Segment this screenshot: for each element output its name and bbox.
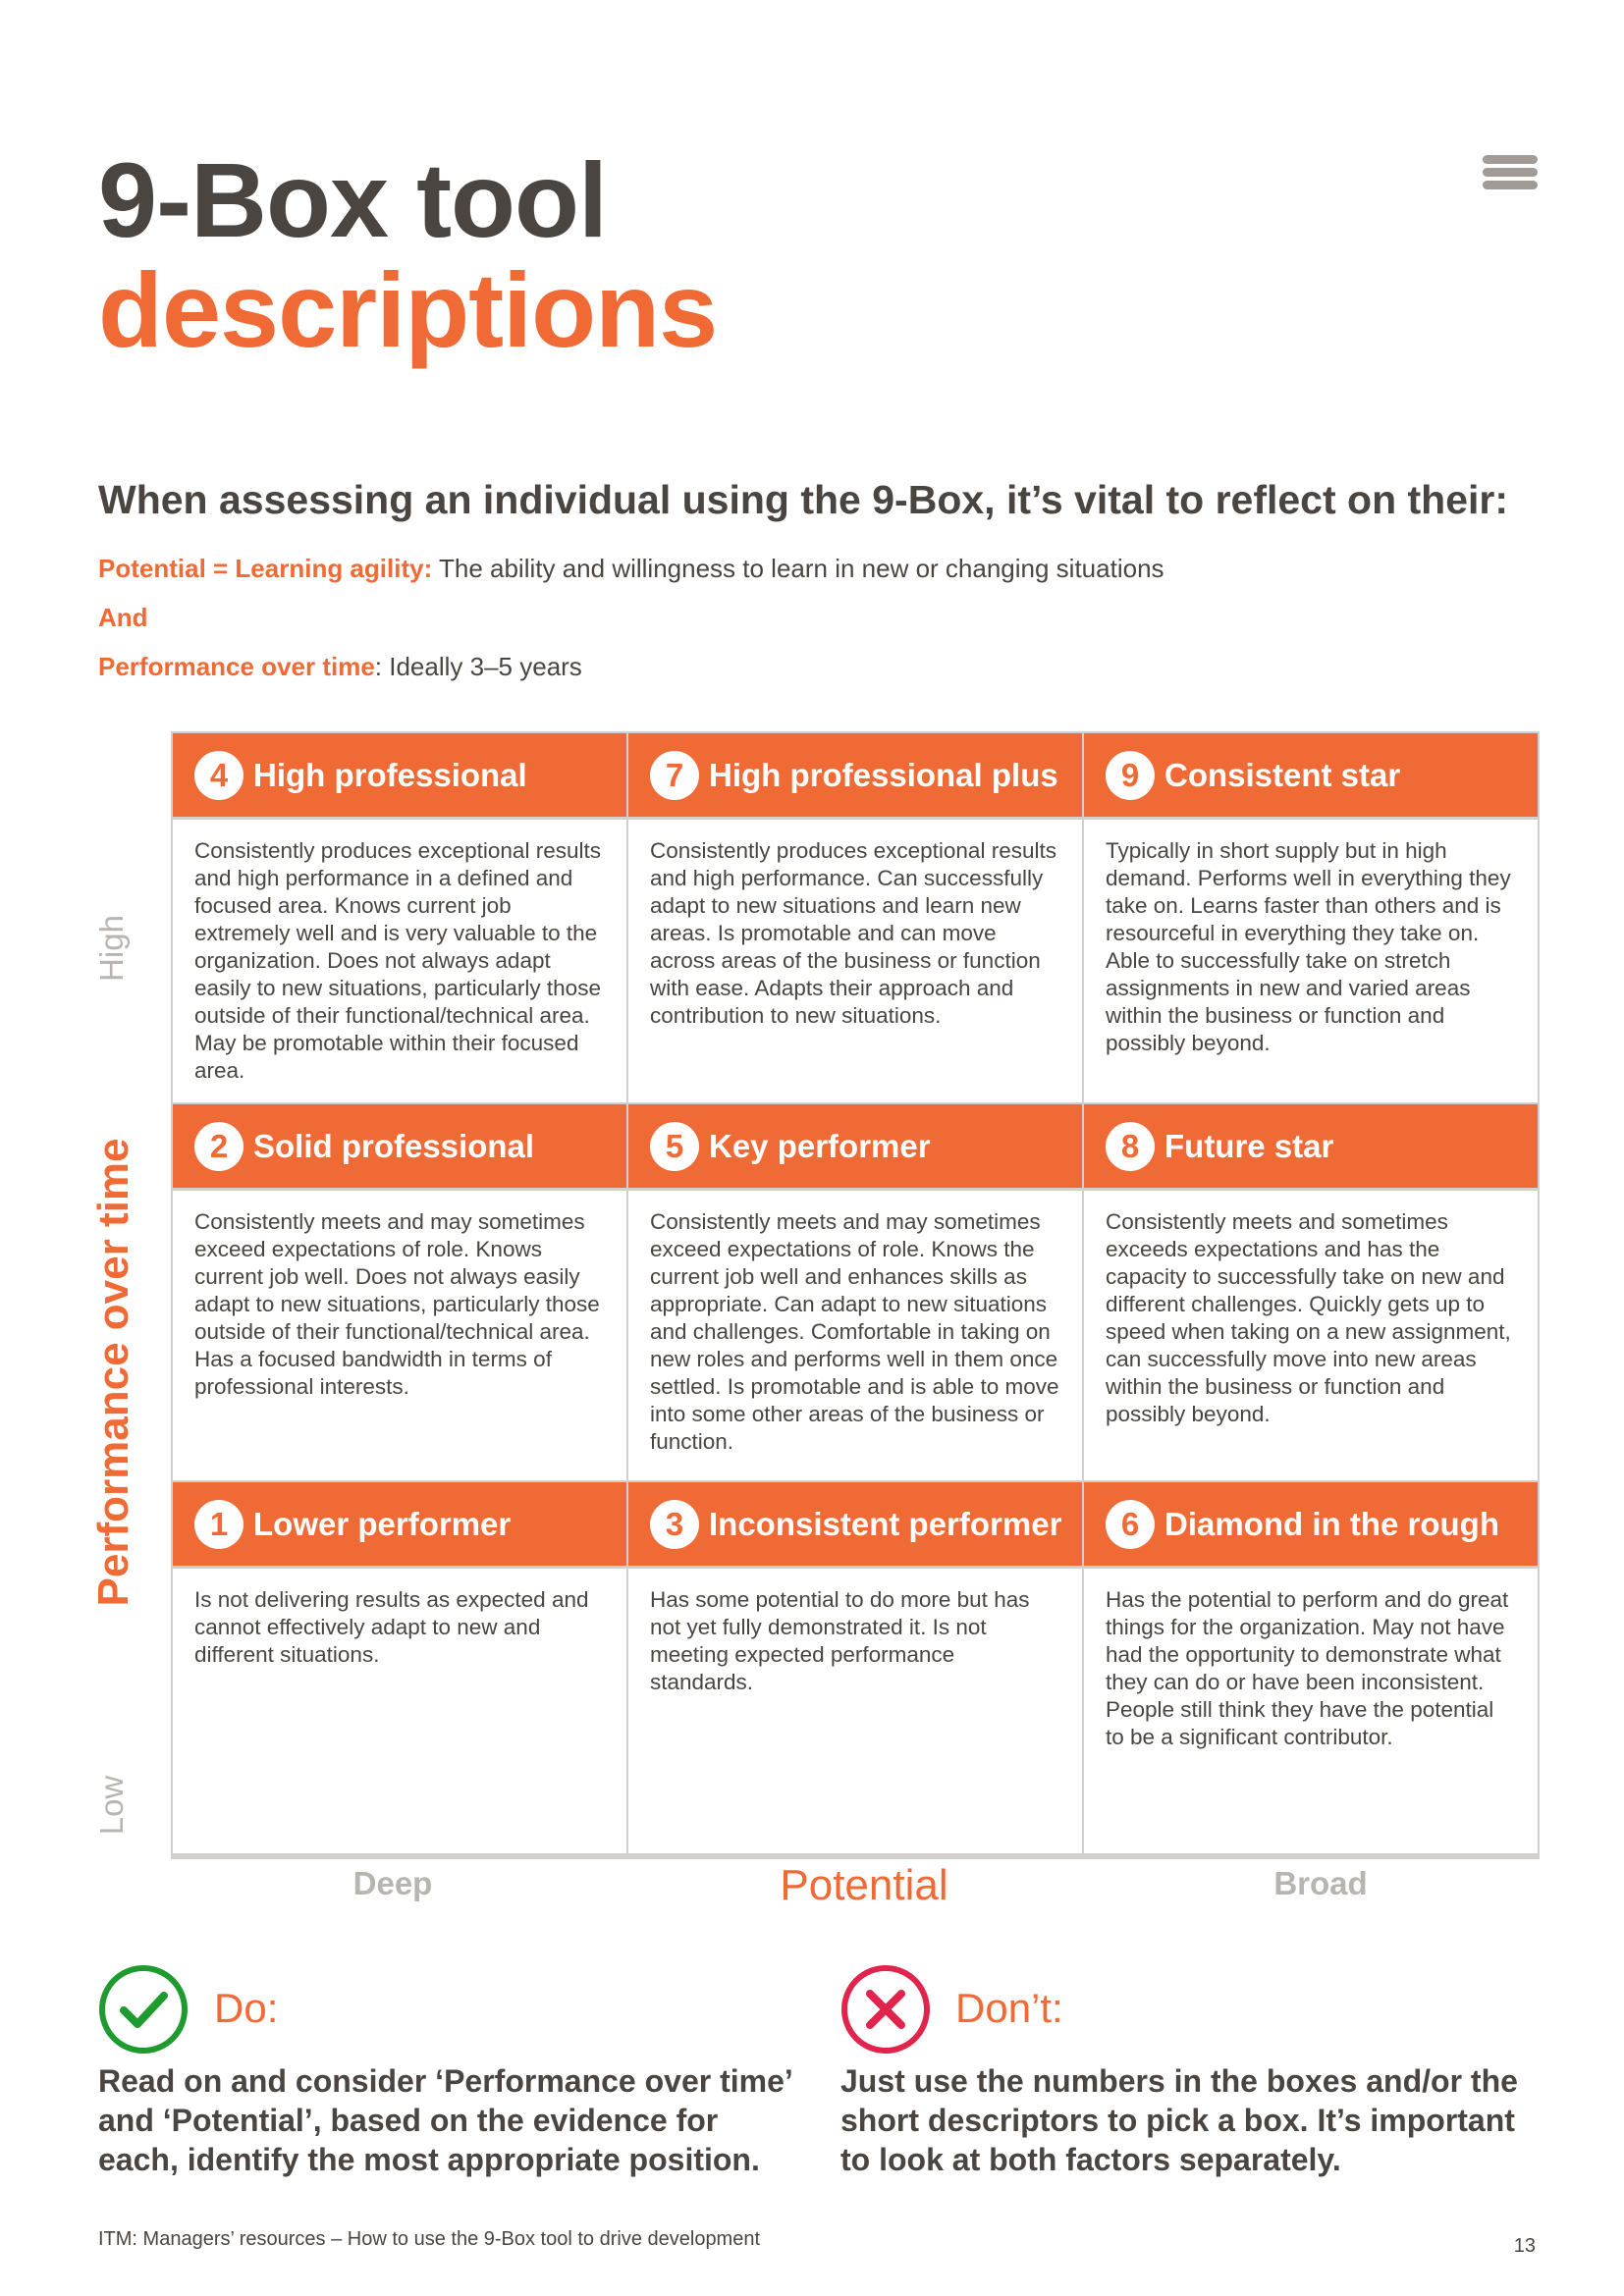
box-number-badge: 7: [650, 751, 699, 800]
box-header: [173, 733, 626, 820]
box-description: Has the potential to perform and do great things for the organization. May not have had the opportunity to demonstrate what they can do or have been inconsistent. People still think they have the potential to be a significant contributor.: [1106, 1587, 1509, 1749]
box-header: [173, 1104, 626, 1191]
box-7: [628, 733, 1082, 1102]
and-line: [98, 603, 148, 633]
page-number: 13: [1513, 2235, 1536, 2257]
do-text: Read on and consider ‘Performance over time’ and ‘Potential’, based on the evidence for each, identify the most appropriate position.: [98, 2063, 791, 2177]
box-number-badge: 8: [1106, 1122, 1155, 1171]
cross-circle-icon: [840, 1964, 931, 2055]
box-description: Consistently produces exceptional results and high performance. Can successfully adapt to new situations and learn new areas. Is promotable and can move across areas of the business or function with ease. Adapts their approach and contribution to new situations.: [650, 838, 1056, 1028]
box-3: [628, 1482, 1082, 1853]
box-title: Lower performer: [253, 1505, 512, 1542]
do-title: Do:: [214, 1985, 279, 2031]
box-number-badge: 9: [1106, 751, 1155, 800]
menu-bar: [1483, 181, 1538, 189]
box-2: [173, 1104, 626, 1480]
title-line-2: descriptions: [98, 250, 718, 369]
performance-definition: [98, 652, 582, 682]
box-header: [1084, 733, 1538, 820]
dont-title: Don’t:: [955, 1985, 1063, 2031]
box-header: [1084, 1482, 1538, 1569]
menu-bar: [1483, 155, 1538, 164]
y-axis-title: Performance over time: [89, 1138, 137, 1607]
y-axis-low-label: Low: [93, 1775, 130, 1836]
x-axis-broad-label: Broad: [1273, 1865, 1368, 1901]
and-label: And: [98, 603, 148, 632]
dont-text: Just use the numbers in the boxes and/or the short descriptors to pick a box. It’s important to look at both factors separately.: [840, 2063, 1518, 2177]
box-header: [173, 1482, 626, 1569]
title-line-1: 9-Box tool: [98, 140, 607, 259]
box-title: Key performer: [709, 1127, 931, 1164]
box-title: High professional plus: [709, 756, 1058, 793]
box-title: Inconsistent performer: [709, 1505, 1062, 1542]
box-number-badge: 5: [650, 1122, 699, 1171]
box-header: [628, 733, 1082, 820]
menu-icon[interactable]: [1483, 155, 1538, 190]
box-header: [628, 1104, 1082, 1191]
box-5: [628, 1104, 1082, 1480]
x-axis-deep-label: Deep: [352, 1865, 433, 1901]
box-description: Consistently meets and sometimes exceeds expectations and has the capacity to successfully take on new and different challenges. Quickly gets up to speed when taking on a new assignment, can successfully move into new areas within the business or function and possibly beyond.: [1106, 1209, 1511, 1426]
performance-text: : Ideally 3–5 years: [374, 652, 582, 681]
box-1: [173, 1482, 626, 1853]
potential-text: The ability and willingness to learn in new or changing situations: [432, 554, 1164, 583]
potential-definition: [98, 554, 1164, 584]
box-8: [1084, 1104, 1538, 1480]
intro-lead: When assessing an individual using the 9-Box, it’s vital to reflect on their:: [98, 477, 1509, 522]
box-description: Consistently meets and may sometimes exceed expectations of role. Knows current job well. Does not always easily adapt to new situations, particularly those outside of their functional/technical area. Has a focused bandwidth in terms of professional interests.: [194, 1209, 600, 1399]
nine-box-grid: [171, 731, 1540, 1859]
box-number-badge: 3: [650, 1500, 699, 1549]
box-title: High professional: [253, 756, 527, 793]
box-title: Consistent star: [1164, 756, 1401, 793]
box-number-badge: 4: [194, 751, 244, 800]
box-description: Is not delivering results as expected and cannot effectively adapt to new and different situations.: [194, 1587, 589, 1667]
box-title: Future star: [1164, 1127, 1334, 1164]
y-axis-high-label: High: [93, 915, 130, 982]
menu-bar: [1483, 168, 1538, 177]
potential-label: Potential = Learning agility:: [98, 554, 433, 583]
box-description: Consistently produces exceptional results and high performance in a defined and focused area. Knows current job extremely well and is very valuable to the organization. Does not always adapt easily to new situations, particularly those outside of their functional/technical area. May be promotable within their focused area.: [194, 838, 601, 1083]
box-description: Has some potential to do more but has not yet fully demonstrated it. Is not meeting expected performance standards.: [650, 1587, 1030, 1694]
box-title: Solid professional: [253, 1127, 535, 1164]
box-number-badge: 2: [194, 1122, 244, 1171]
box-description: Consistently meets and may sometimes exceed expectations of role. Knows the current job well and enhances skills as appropriate. Can adapt to new situations and challenges. Comfortable in taking on new roles and performs well in them once settled. Is promotable and is able to move into some other areas of the business or function.: [650, 1209, 1059, 1454]
footer-text: ITM: Managers’ resources – How to use the 9-Box tool to drive development: [98, 2228, 761, 2250]
check-circle-icon: [98, 1964, 189, 2055]
performance-label: Performance over time: [98, 652, 375, 681]
box-4: [173, 733, 626, 1102]
box-number-badge: 1: [194, 1500, 244, 1549]
box-title: Diamond in the rough: [1164, 1505, 1499, 1542]
box-9: [1084, 733, 1538, 1102]
box-header: [1084, 1104, 1538, 1191]
box-number-badge: 6: [1106, 1500, 1155, 1549]
box-6: [1084, 1482, 1538, 1853]
box-header: [628, 1482, 1082, 1569]
x-axis-title: Potential: [780, 1861, 948, 1909]
box-description: Typically in short supply but in high demand. Performs well in everything they take on. Learns faster than others and is resourceful in everything they take on. Able to successfully take on stretch assignments in new and varied areas within the business or function and possibly beyond.: [1106, 838, 1511, 1055]
